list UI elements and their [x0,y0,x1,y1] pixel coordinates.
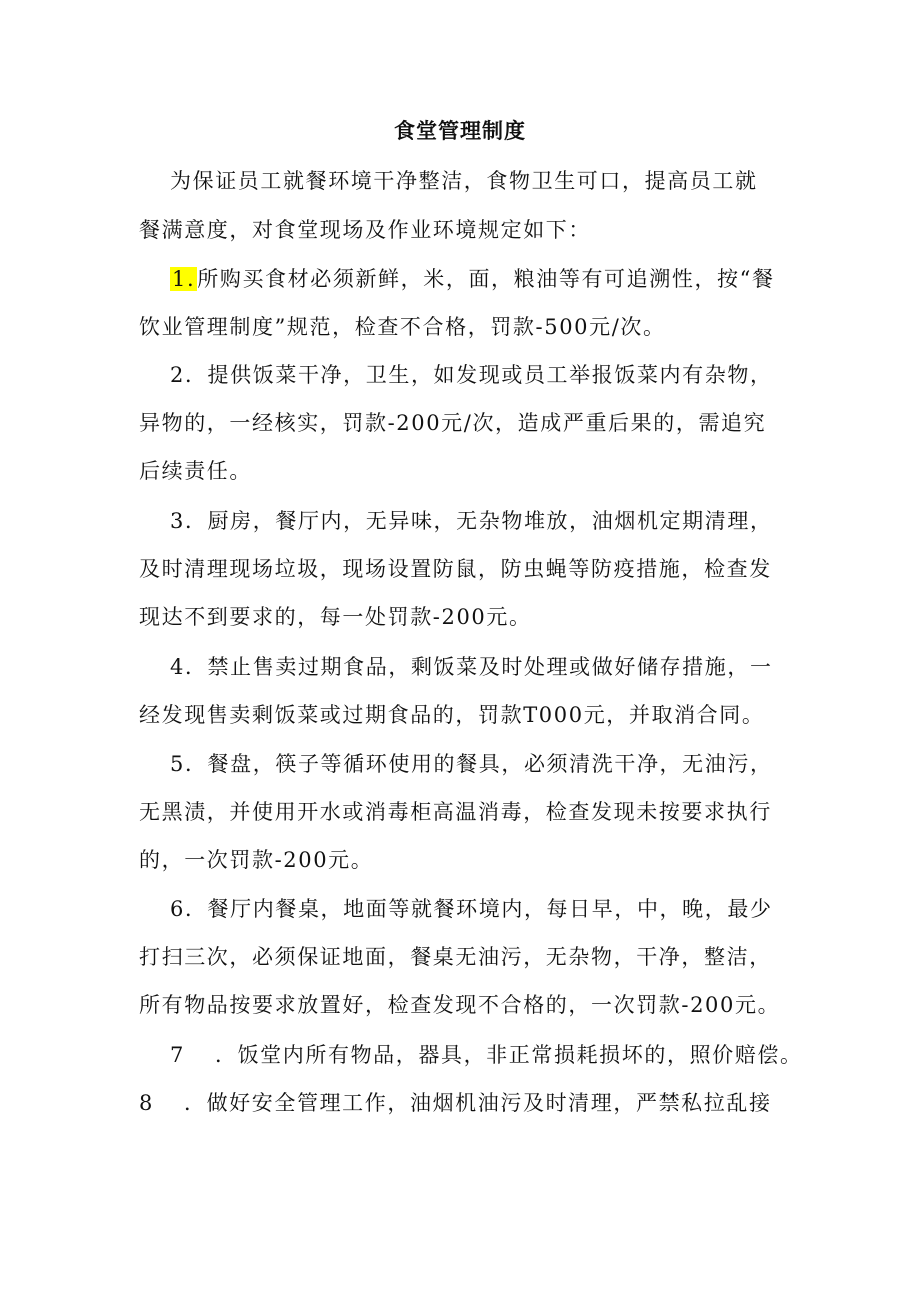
item-6-line-2: 打扫三次，必须保证地面，餐桌无油污，无杂物，干净，整洁， [139,945,772,969]
item-1-line-1 [170,264,775,294]
item-7-text: ．饭堂内所有物品，器具，非正常损耗损坏的，照价赔偿。 [214,1043,803,1067]
item-3-line-2: 及时清理现场垃圾，现场设置防鼠，防虫蝇等防疫措施，检查发 [139,557,772,581]
item-1-line-2: 饮业管理制度”规范，检查不合格，罚款-500元/次。 [139,315,666,339]
item-4-line-2: 经发现售卖剩饭菜或过期食品的，罚款T000元，并取消合同。 [139,703,765,727]
intro-line-1: 为保证员工就餐环境干净整洁，食物卫生可口，提高员工就 [170,169,758,193]
item-8-line [139,1088,772,1118]
item-7-number: 7 [170,1043,185,1067]
intro-line-2: 餐满意度，对食堂现场及作业环境规定如下： [139,218,591,242]
item-3-line-1: 3．厨房，餐厅内，无异味，无杂物堆放，油烟机定期清理， [170,509,773,533]
item-6-line-1: 6．餐厅内餐桌，地面等就餐环境内，每日早，中，晚，最少 [170,897,773,921]
item-1-text: 所购买食材必须新鲜，米，面，粮油等有可追溯性，按“餐 [197,267,775,291]
item-4-line-1: 4．禁止售卖过期食品，剩饭菜及时处理或做好储存措施，一 [170,655,773,679]
item-8-text: ．做好安全管理工作，油烟机油污及时清理，严禁私拉乱接 [183,1091,772,1115]
item-2-line-3: 后续责任。 [139,459,252,483]
item-2-line-2: 异物的，一经核实，罚款-200元/次，造成严重后果的，需追究 [139,411,767,435]
item-8-number: 8 [139,1091,154,1115]
item-5-line-1: 5．餐盘，筷子等循环使用的餐具，必须清洗干净，无油污， [170,752,773,776]
document-title: 食堂管理制度 [394,118,526,143]
item-2-line-1: 2．提供饭菜干净，卫生，如发现或员工举报饭菜内有杂物， [170,363,773,387]
item-7-line [170,1040,803,1070]
item-1-number-highlight: 1. [172,267,196,291]
item-5-line-3: 的，一次罚款-200元。 [139,848,374,872]
item-5-line-2: 无黑渍，并使用开水或消毒柜高温消毒，检查发现未按要求执行 [139,800,772,824]
item-6-line-3: 所有物品按要求放置好，检查发现不合格的，一次罚款-200元。 [139,993,781,1017]
item-3-line-3: 现达不到要求的，每一处罚款-200元。 [139,605,532,629]
